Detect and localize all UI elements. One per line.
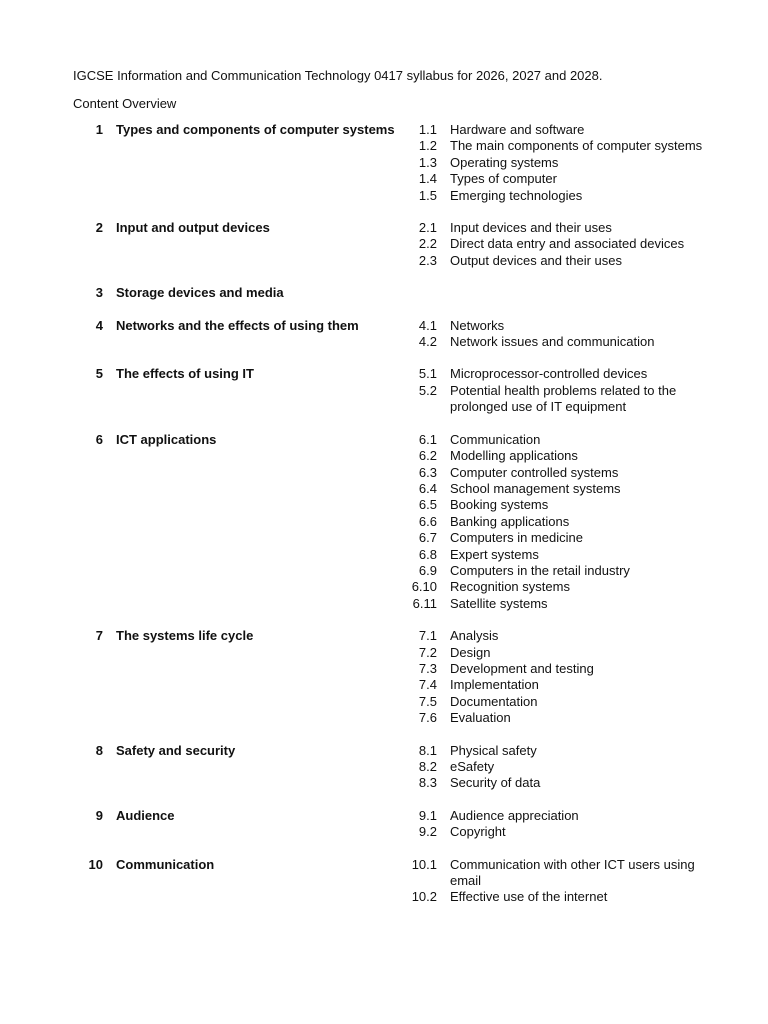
subtopic-item bbox=[404, 677, 724, 693]
subtopic-text: Expert systems bbox=[450, 546, 539, 562]
subtopic-item bbox=[404, 432, 724, 448]
subtopic-number: 10.2 bbox=[411, 889, 437, 905]
subtopic-item bbox=[404, 645, 724, 661]
subtopic-number: 1.1 bbox=[418, 122, 437, 137]
subtopic-text: Computers in the retail industry bbox=[450, 562, 630, 578]
subtopic-number: 7.2 bbox=[418, 644, 437, 660]
subtopic-text: eSafety bbox=[450, 759, 495, 774]
section-title: Safety and security bbox=[116, 742, 236, 758]
subtopic-text: School management systems bbox=[450, 480, 621, 496]
subtopic-item bbox=[404, 253, 724, 269]
subtopic-item bbox=[404, 694, 724, 710]
subtopic-text: Analysis bbox=[450, 628, 499, 644]
subtopic-number: 10.1 bbox=[411, 856, 437, 872]
subtopic-item bbox=[404, 759, 724, 775]
subtopic-number: 2.1 bbox=[418, 220, 437, 236]
subtopic-number: 1.3 bbox=[418, 154, 437, 170]
section-number: 5 bbox=[95, 366, 103, 382]
subtopic-number: 9.1 bbox=[418, 807, 437, 823]
subtopic-text: Emerging technologies bbox=[450, 187, 583, 203]
subtopic-list bbox=[404, 318, 724, 351]
subtopic-item bbox=[404, 628, 724, 644]
section-number: 10 bbox=[88, 856, 103, 872]
subtopic-number: 5.2 bbox=[418, 382, 437, 398]
subtopic-text: Physical safety bbox=[450, 742, 537, 758]
subtopic-list bbox=[404, 432, 724, 612]
subtopic-number: 1.5 bbox=[418, 187, 437, 203]
subtopic-number: 7.3 bbox=[418, 660, 437, 676]
section-title: Storage devices and media bbox=[116, 285, 284, 301]
section-number: 8 bbox=[95, 742, 103, 758]
subtopic-item bbox=[404, 563, 724, 579]
subtopic-number: 6.1 bbox=[418, 431, 437, 447]
subtopic-text: Potential health problems related to the prolonged use of IT equipment bbox=[450, 382, 677, 415]
subtopic-number: 8.1 bbox=[418, 742, 437, 758]
subtopic-number: 8.3 bbox=[418, 775, 437, 791]
subtopic-number: 1.4 bbox=[418, 171, 437, 187]
subtopic-text: Networks bbox=[450, 317, 505, 333]
subtopic-text: Modelling applications bbox=[450, 448, 578, 464]
subtopic-item bbox=[404, 383, 724, 416]
subtopic-item bbox=[404, 481, 724, 497]
subtopic-item bbox=[404, 596, 724, 612]
subtopic-item bbox=[404, 579, 724, 595]
section-title: Audience bbox=[116, 807, 175, 823]
subtopic-number: 6.7 bbox=[418, 530, 437, 546]
subtopic-item bbox=[404, 743, 724, 759]
section-9 bbox=[0, 808, 768, 841]
subtopic-text: Network issues and communication bbox=[450, 334, 655, 350]
subtopic-number: 6.10 bbox=[411, 579, 437, 595]
section-10 bbox=[0, 857, 768, 906]
subtopic-item bbox=[404, 188, 724, 204]
section-title: Types and components of computer systems bbox=[116, 122, 395, 137]
subtopic-text: Output devices and their uses bbox=[450, 252, 622, 268]
subtopic-text: Copyright bbox=[450, 824, 506, 840]
subtopic-text: Microprocessor-controlled devices bbox=[450, 366, 648, 382]
subtopic-text: Evaluation bbox=[450, 710, 511, 726]
subtopic-text: Recognition systems bbox=[450, 579, 570, 595]
subtopic-list bbox=[404, 628, 724, 726]
subtopic-text: Communication with other ICT users using email bbox=[450, 856, 695, 889]
subtopic-text: Documentation bbox=[450, 693, 538, 709]
section-1 bbox=[0, 122, 768, 204]
subtopic-item bbox=[404, 808, 724, 824]
section-7 bbox=[0, 628, 768, 726]
subtopic-number: 6.8 bbox=[418, 546, 437, 562]
subtopic-text: Booking systems bbox=[450, 497, 549, 513]
subtopic-text: Operating systems bbox=[450, 154, 559, 170]
section-title: Networks and the effects of using them bbox=[116, 317, 359, 333]
subtopic-number: 6.5 bbox=[418, 497, 437, 513]
subtopic-item bbox=[404, 138, 724, 154]
section-number: 7 bbox=[95, 628, 103, 644]
subtopic-number: 6.11 bbox=[412, 595, 437, 611]
subtopic-text: Audience appreciation bbox=[450, 807, 579, 823]
subtopic-text: Development and testing bbox=[450, 660, 594, 676]
subtopic-text: Communication bbox=[450, 431, 541, 447]
subtopic-item bbox=[404, 710, 724, 726]
subtopic-number: 6.3 bbox=[418, 464, 437, 480]
subtopic-number: 9.2 bbox=[418, 824, 437, 840]
section-title: The effects of using IT bbox=[116, 366, 254, 382]
subtopic-number: 4.1 bbox=[418, 317, 437, 333]
subtopic-list bbox=[404, 743, 724, 792]
subtopic-list bbox=[404, 366, 724, 415]
subtopic-number: 7.5 bbox=[418, 693, 437, 709]
subtopic-item bbox=[404, 465, 724, 481]
section-number: 2 bbox=[95, 220, 103, 236]
subtopic-number: 5.1 bbox=[418, 366, 437, 382]
subtopic-item bbox=[404, 236, 724, 252]
subtopic-item bbox=[404, 857, 724, 890]
subtopic-list bbox=[404, 122, 724, 204]
subtopic-number: 2.3 bbox=[418, 252, 437, 268]
subtopic-list bbox=[404, 220, 724, 269]
subtopic-text: Banking applications bbox=[450, 513, 570, 529]
section-2 bbox=[0, 220, 768, 269]
subtopic-number: 4.2 bbox=[418, 334, 437, 350]
section-title: The systems life cycle bbox=[116, 628, 254, 644]
subtopic-text: Implementation bbox=[450, 677, 539, 693]
subtopic-number: 6.4 bbox=[418, 480, 437, 496]
subtopic-list bbox=[404, 808, 724, 841]
section-8 bbox=[0, 743, 768, 792]
subtopic-text: Hardware and software bbox=[450, 122, 585, 137]
subtopic-item bbox=[404, 547, 724, 563]
subtopic-number: 1.2 bbox=[418, 138, 437, 154]
document-title: IGCSE Information and Communication Technology 0417 syllabus for 2026, 2027 and 2028. bbox=[73, 68, 603, 83]
subtopic-item bbox=[404, 448, 724, 464]
subtopic-item bbox=[404, 366, 724, 382]
subtopic-item bbox=[404, 318, 724, 334]
section-5 bbox=[0, 366, 768, 415]
subtopic-text: Computer controlled systems bbox=[450, 464, 619, 480]
subtopic-text: Input devices and their uses bbox=[450, 220, 612, 236]
subtopic-text: The main components of computer systems bbox=[450, 138, 703, 154]
content-overview-heading: Content Overview bbox=[73, 96, 177, 111]
subtopic-number: 8.2 bbox=[418, 759, 437, 774]
subtopic-text: Effective use of the internet bbox=[450, 889, 608, 905]
subtopic-number: 6.6 bbox=[418, 513, 437, 529]
subtopic-item bbox=[404, 889, 724, 905]
subtopic-number: 2.2 bbox=[418, 236, 437, 252]
subtopic-text: Direct data entry and associated devices bbox=[450, 236, 685, 252]
subtopic-item bbox=[404, 122, 724, 138]
subtopic-item bbox=[404, 661, 724, 677]
section-3 bbox=[0, 285, 768, 301]
subtopic-item bbox=[404, 171, 724, 187]
sections-list bbox=[0, 122, 768, 906]
subtopic-item bbox=[404, 220, 724, 236]
section-4 bbox=[0, 318, 768, 351]
subtopic-item bbox=[404, 824, 724, 840]
subtopic-number: 7.4 bbox=[418, 677, 437, 693]
section-number: 3 bbox=[95, 285, 103, 301]
subtopic-number: 7.6 bbox=[418, 710, 437, 726]
subtopic-item bbox=[404, 514, 724, 530]
subtopic-text: Security of data bbox=[450, 775, 541, 791]
section-number: 9 bbox=[95, 807, 103, 823]
subtopic-item bbox=[404, 530, 724, 546]
subtopic-item bbox=[404, 497, 724, 513]
subtopic-text: Types of computer bbox=[450, 171, 557, 187]
subtopic-item bbox=[404, 155, 724, 171]
subtopic-text: Design bbox=[450, 644, 491, 660]
subtopic-item bbox=[404, 775, 724, 791]
subtopic-list bbox=[404, 857, 724, 906]
section-6 bbox=[0, 432, 768, 612]
subtopic-number: 7.1 bbox=[418, 628, 437, 644]
subtopic-text: Satellite systems bbox=[450, 595, 548, 611]
subtopic-item bbox=[404, 334, 724, 350]
section-title: Input and output devices bbox=[116, 220, 270, 236]
section-title: ICT applications bbox=[116, 431, 217, 447]
section-number: 1 bbox=[95, 122, 103, 137]
subtopic-number: 6.2 bbox=[418, 448, 437, 464]
subtopic-text: Computers in medicine bbox=[450, 530, 583, 546]
section-number: 4 bbox=[95, 317, 103, 333]
subtopic-number: 6.9 bbox=[418, 562, 437, 578]
section-number: 6 bbox=[95, 431, 103, 447]
section-title: Communication bbox=[116, 856, 215, 872]
